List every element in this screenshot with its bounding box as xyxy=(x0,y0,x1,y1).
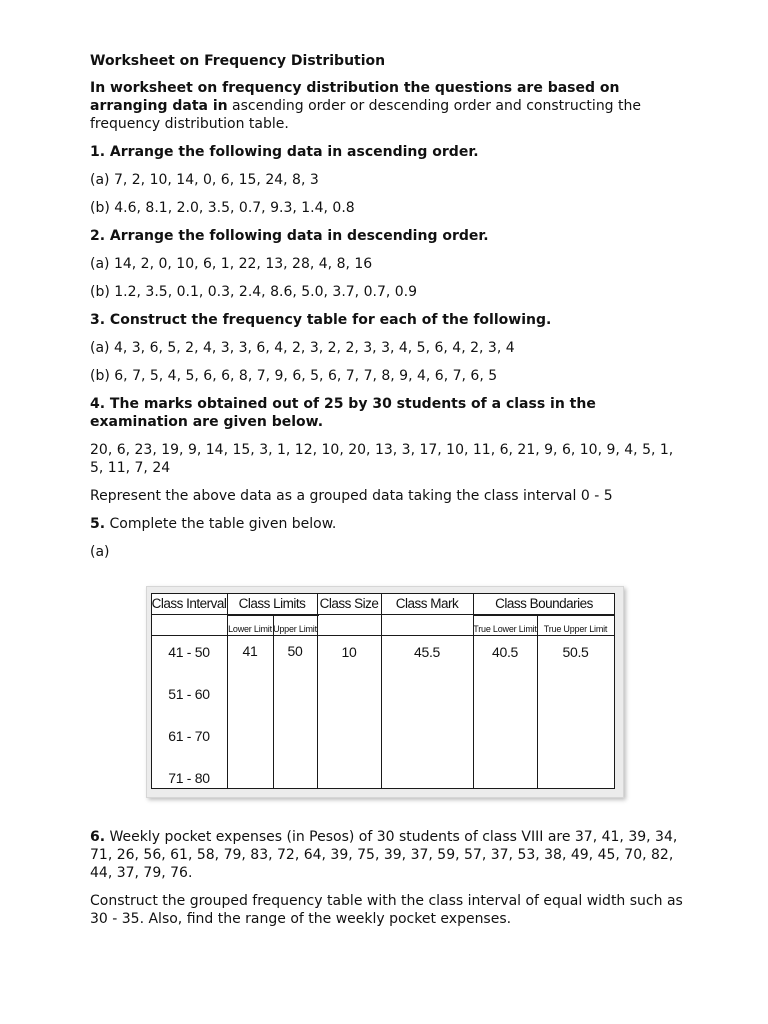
header-class-boundaries: Class Boundaries xyxy=(495,596,593,611)
table-cell-interval: 41 - 50 xyxy=(168,644,210,660)
q4-heading: 4. The marks obtained out of 25 by 30 students of a class in the examination are given below. xyxy=(90,396,596,430)
worksheet-page xyxy=(90,52,690,938)
table-cell-upper-limit: 50 xyxy=(287,643,303,659)
q3-heading: 3. Construct the frequency table for each of the following. xyxy=(90,312,552,328)
header-true-lower-limit: True Lower Limit xyxy=(473,624,537,634)
table-cell-true-upper: 50.5 xyxy=(562,644,589,660)
header-lower-limit: Lower Limit xyxy=(228,624,272,634)
q3-part-a: (a) 4, 3, 6, 5, 2, 4, 3, 3, 6, 4, 2, 3, 2, 2, 3, 3, 4, 5, 6, 4, 2, 3, 4 xyxy=(90,340,515,356)
header-class-interval: Class Interval xyxy=(151,596,227,611)
q3-part-b: (b) 6, 7, 5, 4, 5, 6, 6, 8, 7, 9, 6, 5, 6, 7, 7, 8, 9, 4, 6, 7, 6, 5 xyxy=(90,368,498,384)
class-table-image xyxy=(146,586,624,798)
q5-number: 5. xyxy=(90,516,106,532)
header-true-upper-limit: True Upper Limit xyxy=(543,624,608,634)
intro-text: ascending order or descending order and constructing the frequency distribution table. xyxy=(90,98,641,132)
q4-instruction: Represent the above data as a grouped data taking the class interval 0 - 5 xyxy=(90,488,613,504)
table-cell-true-lower: 40.5 xyxy=(491,644,519,660)
q5-part-label: (a) xyxy=(90,544,110,560)
table-cell-class-size: 10 xyxy=(341,644,357,660)
q2-part-b: (b) 1.2, 3.5, 0.1, 0.3, 2.4, 8.6, 5.0, 3.7, 0.7, 0.9 xyxy=(90,284,418,300)
q6-instruction: Construct the grouped frequency table with the class interval of equal width such as 30 - 35. Also, find the range of the weekly pocket expenses. xyxy=(90,893,683,927)
q4-data: 20, 6, 23, 19, 9, 14, 15, 3, 1, 12, 10, 20, 13, 3, 17, 10, 11, 6, 21, 9, 6, 10, 9, 4, 5, 1, 5, 11, 7, 24 xyxy=(90,442,674,476)
header-class-mark: Class Mark xyxy=(395,596,459,611)
q1-part-a: (a) 7, 2, 10, 14, 0, 6, 15, 24, 8, 3 xyxy=(90,172,319,188)
table-cell-class-mark: 45.5 xyxy=(413,644,441,660)
q2-heading: 2. Arrange the following data in descending order. xyxy=(90,228,489,244)
q1-part-b: (b) 4.6, 8.1, 2.0, 3.5, 0.7, 9.3, 1.4, 0.8 xyxy=(90,200,355,216)
table-cell-interval: 51 - 60 xyxy=(168,686,210,702)
class-table xyxy=(151,593,615,789)
q6-number: 6. xyxy=(90,829,106,845)
header-class-limits: Class Limits xyxy=(238,596,306,611)
header-upper-limit: Upper Limit xyxy=(273,624,317,634)
table-cell-interval: 71 - 80 xyxy=(168,770,210,786)
q2-part-a: (a) 14, 2, 0, 10, 6, 1, 22, 13, 28, 4, 8, 16 xyxy=(90,256,373,272)
q1-heading: 1. Arrange the following data in ascending order. xyxy=(90,144,479,160)
table-cell-interval: 61 - 70 xyxy=(168,728,210,744)
q6-paragraph xyxy=(90,828,690,882)
q5-text: Complete the table given below. xyxy=(105,516,337,532)
intro-paragraph xyxy=(90,79,690,133)
q6-text: Weekly pocket expenses (in Pesos) of 30 students of class VIII are 37, 41, 39, 34, 71, 26, 56, 61, 58, 79, 83, 72, 64, 39, 75, 39, 37, 59, 57, 37, 53, 38, 49, 45, 70, 82, 44, 37, 79, 76. xyxy=(90,829,678,881)
page-title: Worksheet on Frequency Distribution xyxy=(90,53,386,69)
intro-bold-text: In worksheet on frequency distribution the questions are based on arranging data in xyxy=(90,80,620,114)
header-class-size: Class Size xyxy=(319,596,379,611)
table-cell-lower-limit: 41 xyxy=(242,643,258,659)
q5-heading xyxy=(90,515,690,533)
